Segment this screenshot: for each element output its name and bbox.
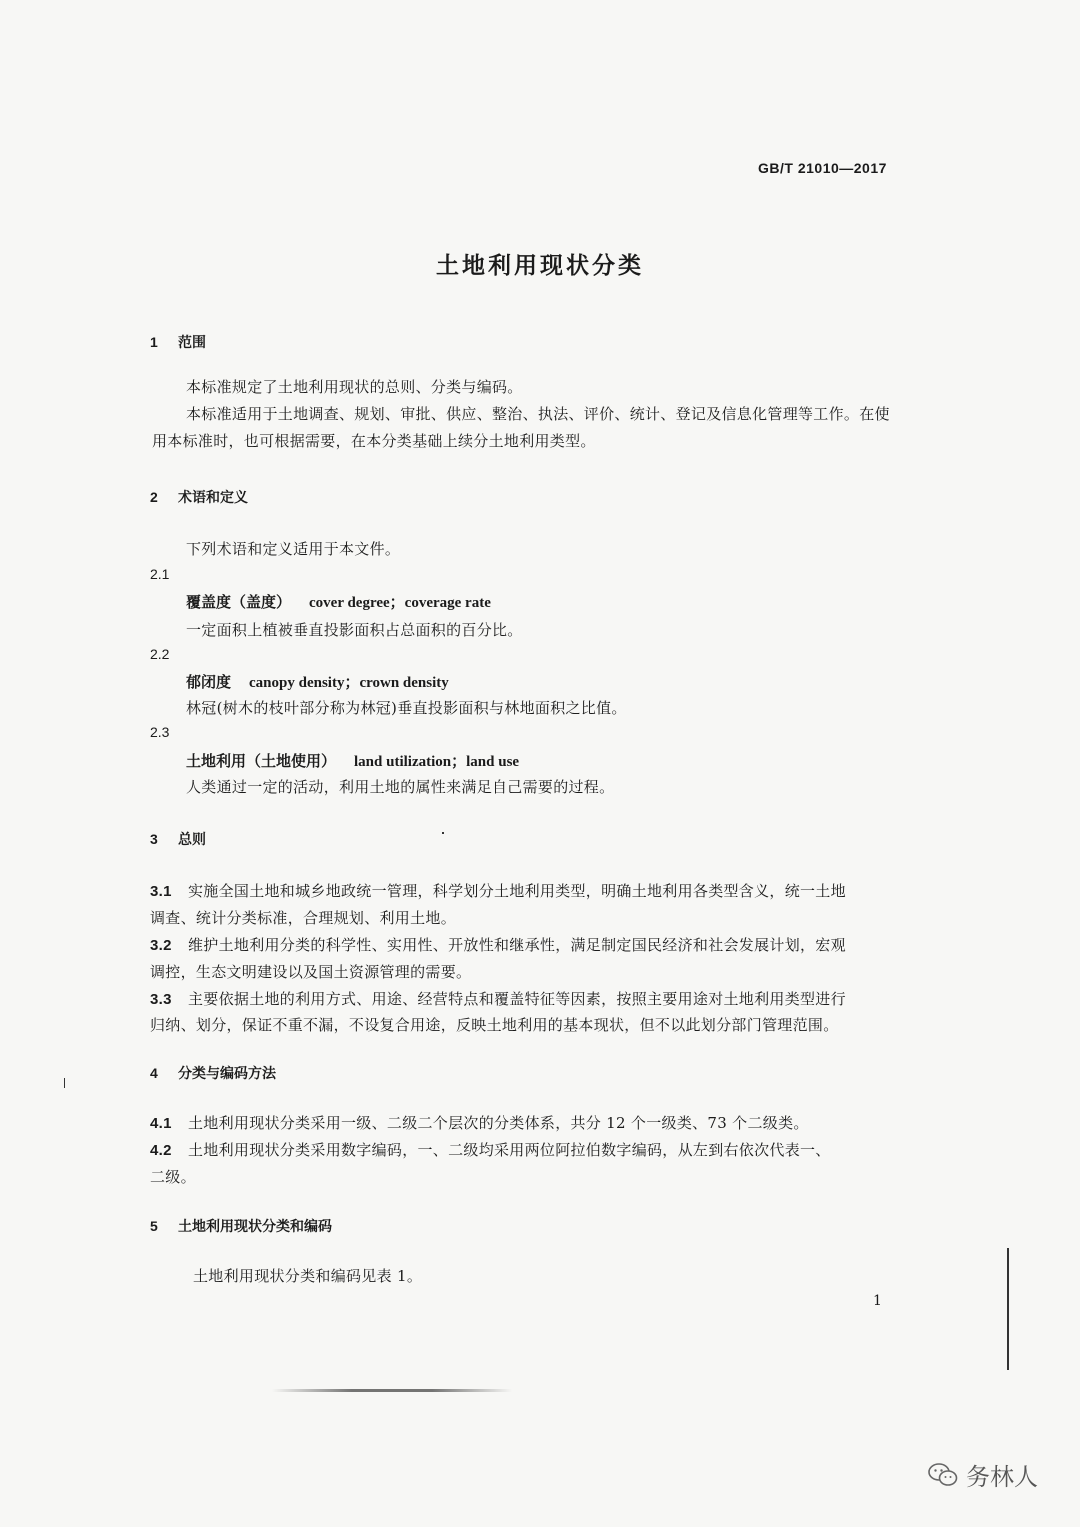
section-2-heading — [150, 487, 248, 507]
clause-text: 土地利用现状分类采用数字编码，一、二级均采用两位阿拉伯数字编码，从左到右依次代表一、 — [188, 1141, 831, 1159]
clause-number: 3.1 — [150, 883, 172, 900]
term-definition: 一定面积上植被垂直投影面积占总面积的百分比。 — [186, 621, 523, 639]
term-definition: 人类通过一定的活动，利用土地的属性来满足自己需要的过程。 — [186, 778, 615, 796]
section-title: 范围 — [178, 334, 206, 350]
clause — [150, 988, 846, 1009]
paragraph: 下列术语和定义适用于本文件。 — [186, 540, 401, 558]
paragraph: 土地利用现状分类和编码见表 1。 — [193, 1267, 423, 1285]
term-en: canopy density；crown density — [249, 675, 449, 691]
term-zh: 土地利用（土地使用） — [186, 752, 337, 770]
term-entry — [186, 591, 491, 612]
section-number: 2 — [150, 489, 158, 505]
scan-dot — [442, 832, 444, 834]
section-number: 3 — [150, 831, 158, 847]
section-1-heading — [150, 332, 206, 352]
paragraph: 本标准规定了土地利用现状的总则、分类与编码。 — [186, 378, 523, 396]
page-number: 1 — [873, 1293, 882, 1309]
clause — [150, 1139, 831, 1160]
term-number: 2.3 — [150, 724, 170, 740]
standard-number: GB/T 21010—2017 — [758, 160, 887, 176]
term-definition: 林冠(树木的枝叶部分称为林冠)垂直投影面积与林地面积之比值。 — [186, 699, 627, 717]
section-3-heading — [150, 829, 206, 849]
scan-smudge — [272, 1389, 512, 1392]
clause-number: 4.2 — [150, 1142, 172, 1159]
section-number: 1 — [150, 334, 158, 350]
clause-continuation: 调控，生态文明建设以及国土资源管理的需要。 — [150, 963, 472, 981]
section-5-heading — [150, 1216, 332, 1236]
term-zh: 郁闭度 — [186, 673, 232, 691]
section-4-heading — [150, 1063, 276, 1083]
term-number: 2.2 — [150, 646, 170, 662]
clause-text: 土地利用现状分类采用一级、二级二个层次的分类体系，共分 12 个一级类、73 个二级类。 — [188, 1114, 809, 1132]
section-title: 土地利用现状分类和编码 — [178, 1218, 332, 1234]
paragraph-continuation: 用本标准时，也可根据需要，在本分类基础上续分土地利用类型。 — [152, 432, 596, 450]
section-number: 5 — [150, 1218, 158, 1234]
section-title: 术语和定义 — [178, 489, 248, 505]
section-title: 分类与编码方法 — [178, 1065, 276, 1081]
term-en: cover degree；coverage rate — [309, 595, 491, 611]
paragraph: 本标准适用于土地调查、规划、审批、供应、整治、执法、评价、统计、登记及信息化管理等工作。在使 — [186, 405, 890, 423]
clause-text: 实施全国土地和城乡地政统一管理，科学划分土地利用类型，明确土地利用各类型含义，统一土地 — [188, 882, 846, 900]
clause — [150, 934, 846, 955]
clause-text: 维护土地利用分类的科学性、实用性、开放性和继承性，满足制定国民经济和社会发展计划，宏观 — [188, 936, 846, 954]
clause-continuation: 调查、统计分类标准，合理规划、利用土地。 — [150, 909, 457, 927]
clause — [150, 880, 846, 901]
section-title: 总则 — [178, 831, 206, 847]
clause-continuation: 二级。 — [150, 1168, 196, 1186]
clause-number: 3.2 — [150, 937, 172, 954]
section-number: 4 — [150, 1065, 158, 1081]
clause-number: 3.3 — [150, 991, 172, 1008]
document-title: 土地利用现状分类 — [436, 252, 644, 279]
clause-continuation: 归纳、划分，保证不重不漏，不设复合用途，反映土地利用的基本现状，但不以此划分部门管理范围。 — [150, 1016, 839, 1034]
watermark-text: 务林人 — [966, 1463, 1038, 1491]
term-number: 2.1 — [150, 566, 170, 582]
term-entry — [186, 671, 449, 692]
watermark — [928, 1457, 1038, 1492]
term-zh: 覆盖度（盖度） — [186, 593, 292, 611]
clause-text: 主要依据土地的利用方式、用途、经营特点和覆盖特征等因素，按照主要用途对土地利用类型进行 — [188, 990, 846, 1008]
term-entry — [186, 750, 519, 771]
scan-edge-line — [1007, 1248, 1009, 1370]
wechat-icon — [928, 1462, 958, 1488]
scan-mark — [64, 1078, 65, 1088]
clause-number: 4.1 — [150, 1115, 172, 1132]
term-en: land utilization；land use — [354, 754, 520, 770]
clause — [150, 1112, 809, 1133]
